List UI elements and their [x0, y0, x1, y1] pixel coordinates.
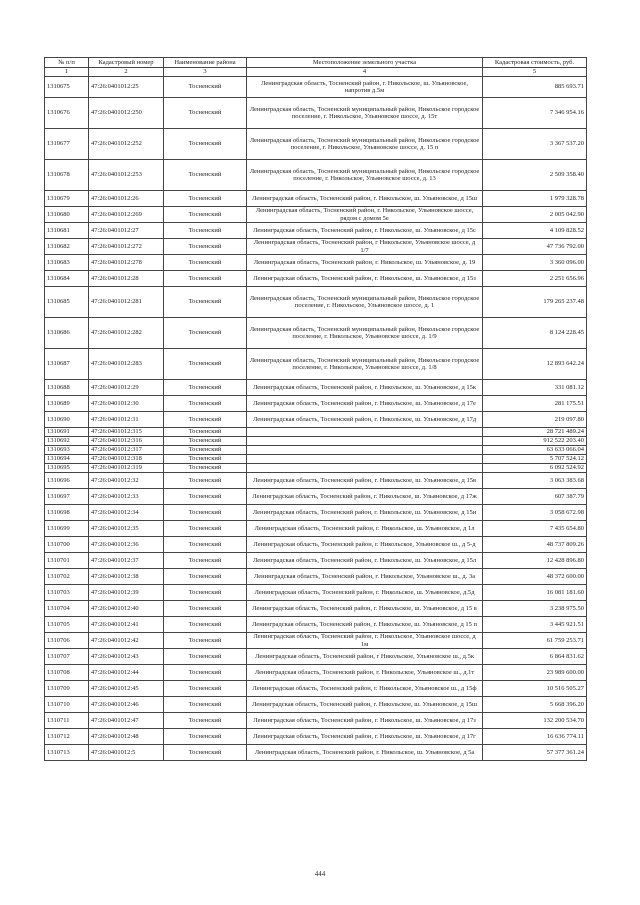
- table-row: [45, 489, 587, 505]
- district-cell: Тосненский: [164, 633, 247, 649]
- cadastral-value-cell: 2 251 656.96: [483, 271, 587, 287]
- cadastral-value-cell: 57 377 361.24: [483, 745, 587, 761]
- cadastral-number-cell: 47:26:0401012:44: [89, 665, 164, 681]
- district-cell: Тосненский: [164, 239, 247, 255]
- row-number-cell: 1310678: [45, 160, 89, 191]
- column-number: 2: [89, 68, 164, 77]
- table-row: [45, 537, 587, 553]
- district-cell: Тосненский: [164, 428, 247, 437]
- row-number-cell: 1310700: [45, 537, 89, 553]
- district-cell: Тосненский: [164, 601, 247, 617]
- cadastral-number-cell: 47:26:0401012:29: [89, 380, 164, 396]
- row-number-cell: 1310703: [45, 585, 89, 601]
- column-number: 4: [247, 68, 483, 77]
- row-number-cell: 1310681: [45, 223, 89, 239]
- cadastral-value-cell: 23 989 600.00: [483, 665, 587, 681]
- location-cell: Ленинградская область, Тосненский район, г. Никольское, Ульяновское ш., д.1т: [247, 665, 483, 681]
- cadastral-number-cell: 47:26:0401012:316: [89, 437, 164, 446]
- location-cell: Ленинградская область, Тосненский муниципальный район, Никольское городское поселение, г. Никольское, Ульяновское шоссе, д. 1: [247, 287, 483, 318]
- district-cell: Тосненский: [164, 446, 247, 455]
- row-number-cell: 1310710: [45, 697, 89, 713]
- header-row: [45, 58, 587, 68]
- table-row: [45, 77, 587, 98]
- row-number-cell: 1310704: [45, 601, 89, 617]
- district-cell: Тосненский: [164, 191, 247, 207]
- district-cell: Тосненский: [164, 129, 247, 160]
- table-row: [45, 318, 587, 349]
- row-number-cell: 1310711: [45, 713, 89, 729]
- location-cell: [247, 428, 483, 437]
- cadastral-number-cell: 47:26:0401012:283: [89, 349, 164, 380]
- row-number-cell: 1310682: [45, 239, 89, 255]
- table-row: [45, 521, 587, 537]
- column-number: 5: [483, 68, 587, 77]
- location-cell: Ленинградская область, Тосненский район, г. Никольское, ш. Ульяновское, д.5д: [247, 585, 483, 601]
- location-cell: Ленинградская область, Тосненский район, г. Никольское, ш. Ульяновское, д. 19: [247, 255, 483, 271]
- cadastral-number-cell: 47:26:0401012:45: [89, 681, 164, 697]
- cadastral-value-cell: 12 428 896.80: [483, 553, 587, 569]
- district-cell: Тосненский: [164, 77, 247, 98]
- table-row: [45, 428, 587, 437]
- location-cell: Ленинградская область, Тосненский район, г. Никольское, ш. Ульяновское, д 15и: [247, 505, 483, 521]
- row-number-cell: 1310685: [45, 287, 89, 318]
- table-body: [45, 77, 587, 761]
- column-number: 1: [45, 68, 89, 77]
- district-cell: Тосненский: [164, 160, 247, 191]
- cadastral-number-cell: 47:26:0401012:36: [89, 537, 164, 553]
- cadastral-value-cell: 912 522 203.40: [483, 437, 587, 446]
- district-cell: Тосненский: [164, 349, 247, 380]
- header-cadastral-number: Кадастровый номер: [89, 58, 164, 68]
- table-row: [45, 585, 587, 601]
- row-number-cell: 1310689: [45, 396, 89, 412]
- row-number-cell: 1310706: [45, 633, 89, 649]
- cadastral-value-cell: 4 109 828.52: [483, 223, 587, 239]
- cadastral-number-cell: 47:26:0401012:37: [89, 553, 164, 569]
- district-cell: Тосненский: [164, 697, 247, 713]
- cadastral-value-cell: 179 265 237.48: [483, 287, 587, 318]
- district-cell: Тосненский: [164, 455, 247, 464]
- cadastral-number-cell: 47:26:0401012:25: [89, 77, 164, 98]
- row-number-cell: 1310712: [45, 729, 89, 745]
- location-cell: [247, 437, 483, 446]
- cadastral-number-cell: 47:26:0401012:26: [89, 191, 164, 207]
- row-number-cell: 1310701: [45, 553, 89, 569]
- cadastral-value-cell: 61 759 253.71: [483, 633, 587, 649]
- table-row: [45, 455, 587, 464]
- cadastral-value-cell: 16 636 774.11: [483, 729, 587, 745]
- district-cell: Тосненский: [164, 713, 247, 729]
- location-cell: Ленинградская область, Тосненский район, г. Никольское, ш. Ульяновское, д 15 п: [247, 617, 483, 633]
- cadastral-value-cell: 2 005 042.90: [483, 207, 587, 223]
- cadastral-number-cell: 47:26:0401012:27: [89, 223, 164, 239]
- district-cell: Тосненский: [164, 537, 247, 553]
- cadastral-value-cell: 219 097.80: [483, 412, 587, 428]
- table-row: [45, 98, 587, 129]
- district-cell: Тосненский: [164, 505, 247, 521]
- location-cell: Ленинградская область, Тосненский район, г. Никольское, Ульяновское ш., д. 3а: [247, 569, 483, 585]
- cadastral-value-cell: 3 238 975.50: [483, 601, 587, 617]
- table-row: [45, 446, 587, 455]
- row-number-cell: 1310686: [45, 318, 89, 349]
- location-cell: Ленинградская область, Тосненский район, г Никольское, Ульяновское шоссе, д 1/7: [247, 239, 483, 255]
- cadastral-value-cell: 48 372 600.00: [483, 569, 587, 585]
- location-cell: Ленинградская область, Тосненский муниципальный район, Никольское городское поселение, г. Никольское, Ульяновское шоссе, д. 1/8: [247, 349, 483, 380]
- cadastral-value-cell: 8 124 228.45: [483, 318, 587, 349]
- location-cell: [247, 455, 483, 464]
- location-cell: [247, 446, 483, 455]
- cadastral-value-cell: 28 721 489.24: [483, 428, 587, 437]
- table-row: [45, 437, 587, 446]
- district-cell: Тосненский: [164, 396, 247, 412]
- location-cell: Ленинградская область, Тосненский район, г. Никольское, ш. Ульяновское, д 17ж: [247, 489, 483, 505]
- district-cell: Тосненский: [164, 380, 247, 396]
- cadastral-number-cell: 47:26:0401012:250: [89, 98, 164, 129]
- district-cell: Тосненский: [164, 255, 247, 271]
- row-number-cell: 1310696: [45, 473, 89, 489]
- district-cell: Тосненский: [164, 569, 247, 585]
- cadastral-value-table: [44, 57, 587, 761]
- cadastral-number-cell: 47:26:0401012:34: [89, 505, 164, 521]
- row-number-cell: 1310679: [45, 191, 89, 207]
- cadastral-value-cell: 281 175.51: [483, 396, 587, 412]
- cadastral-value-cell: 2 509 358.40: [483, 160, 587, 191]
- location-cell: Ленинградская область, Тосненский район, г. Никольское, Ульяновское ш., д 5-д: [247, 537, 483, 553]
- cadastral-value-cell: 1 979 328.78: [483, 191, 587, 207]
- header-number: № п/п: [45, 58, 89, 68]
- cadastral-value-cell: 7 435 654.80: [483, 521, 587, 537]
- header-district: Наименование района: [164, 58, 247, 68]
- cadastral-value-cell: 3 063 383.68: [483, 473, 587, 489]
- cadastral-value-cell: 48 737 809.26: [483, 537, 587, 553]
- row-number-cell: 1310677: [45, 129, 89, 160]
- location-cell: Ленинградская область, Тосненский район, г. Никольское, ш. Ульяновское, д 15ш: [247, 697, 483, 713]
- cadastral-value-cell: 7 346 954.16: [483, 98, 587, 129]
- table-row: [45, 553, 587, 569]
- location-cell: Ленинградская область, Тосненский район, г. Никольское, ш. Ульяновское, д 17з: [247, 713, 483, 729]
- cadastral-number-cell: 47:26:0401012:43: [89, 649, 164, 665]
- row-number-cell: 1310707: [45, 649, 89, 665]
- row-number-cell: 1310684: [45, 271, 89, 287]
- location-cell: Ленинградская область, Тосненский район, г Никольское, Ульяновское ш., д.5к: [247, 649, 483, 665]
- cadastral-value-cell: 5 668 396.20: [483, 697, 587, 713]
- table-row: [45, 255, 587, 271]
- district-cell: Тосненский: [164, 437, 247, 446]
- location-cell: Ленинградская область, Тосненский район, г. Никольское, ш. Ульяновское, д 17д: [247, 412, 483, 428]
- cadastral-value-cell: 3 367 537.20: [483, 129, 587, 160]
- table-row: [45, 633, 587, 649]
- cadastral-number-cell: 47:26:0401012:48: [89, 729, 164, 745]
- cadastral-number-cell: 47:26:0401012:278: [89, 255, 164, 271]
- row-number-cell: 1310713: [45, 745, 89, 761]
- column-number: 3: [164, 68, 247, 77]
- cadastral-number-cell: 47:26:0401012:39: [89, 585, 164, 601]
- district-cell: Тосненский: [164, 98, 247, 129]
- cadastral-value-cell: 16 081 181.60: [483, 585, 587, 601]
- cadastral-value-cell: 3 360 096.00: [483, 255, 587, 271]
- cadastral-value-cell: 132 200 534.70: [483, 713, 587, 729]
- cadastral-value-cell: 47 736 792.00: [483, 239, 587, 255]
- district-cell: Тосненский: [164, 649, 247, 665]
- cadastral-value-cell: 6 092 524.92: [483, 464, 587, 473]
- table-row: [45, 271, 587, 287]
- row-number-cell: 1310698: [45, 505, 89, 521]
- cadastral-value-cell: 5 707 524.12: [483, 455, 587, 464]
- table-row: [45, 569, 587, 585]
- cadastral-value-cell: 12 893 642.24: [483, 349, 587, 380]
- cadastral-number-cell: 47:26:0401012:269: [89, 207, 164, 223]
- cadastral-number-cell: 47:26:0401012:319: [89, 464, 164, 473]
- location-cell: Ленинградская область, Тосненский район, г. Никольское, ш. Ульяновское, напротив д.5м: [247, 77, 483, 98]
- cadastral-number-cell: 47:26:0401012:33: [89, 489, 164, 505]
- location-cell: Ленинградская область, Тосненский район, г. Никольское, ш. Ульяновское, д 1л: [247, 521, 483, 537]
- location-cell: Ленинградская область, Тосненский район, г. Никольское, ш. Ульяновское, д 5а: [247, 745, 483, 761]
- cadastral-number-cell: 47:26:0401012:35: [89, 521, 164, 537]
- table-row: [45, 239, 587, 255]
- row-number-cell: 1310675: [45, 77, 89, 98]
- location-cell: Ленинградская область, Тосненский район, г. Никольское, ш. Ульяновское, д 15в: [247, 473, 483, 489]
- table-row: [45, 412, 587, 428]
- cadastral-number-cell: 47:26:0401012:253: [89, 160, 164, 191]
- location-cell: Ленинградская область, Тосненский район, г. Никольское, ш. Ульяновское, д 17е: [247, 396, 483, 412]
- table-row: [45, 464, 587, 473]
- row-number-cell: 1310695: [45, 464, 89, 473]
- row-number-cell: 1310691: [45, 428, 89, 437]
- district-cell: Тосненский: [164, 585, 247, 601]
- district-cell: Тосненский: [164, 745, 247, 761]
- cadastral-number-cell: 47:26:0401012:32: [89, 473, 164, 489]
- cadastral-number-cell: 47:26:0401012:272: [89, 239, 164, 255]
- district-cell: Тосненский: [164, 681, 247, 697]
- district-cell: Тосненский: [164, 553, 247, 569]
- location-cell: Ленинградская область, Тосненский муниципальный район, Никольское городское поселение, г. Никольское, Ульяновское шоссе, д. 15 п: [247, 129, 483, 160]
- row-number-cell: 1310676: [45, 98, 89, 129]
- table-row: [45, 287, 587, 318]
- cadastral-value-cell: 3 445 921.51: [483, 617, 587, 633]
- cadastral-value-cell: 331 081.12: [483, 380, 587, 396]
- row-number-cell: 1310690: [45, 412, 89, 428]
- table-row: [45, 349, 587, 380]
- district-cell: Тосненский: [164, 521, 247, 537]
- cadastral-value-cell: 885 693.71: [483, 77, 587, 98]
- row-number-cell: 1310687: [45, 349, 89, 380]
- location-cell: Ленинградская область, Тосненский район, г. Никольское, Ульяновское шоссе, рядом с домом 5е: [247, 207, 483, 223]
- cadastral-number-cell: 47:26:0401012:318: [89, 455, 164, 464]
- location-cell: Ленинградская область, Тосненский муниципальный район, Никольское городское поселение, г. Никольское, Ульяновское шоссе, д. 1/9: [247, 318, 483, 349]
- table-row: [45, 160, 587, 191]
- row-number-cell: 1310708: [45, 665, 89, 681]
- cadastral-number-cell: 47:26:0401012:42: [89, 633, 164, 649]
- location-cell: Ленинградская область, Тосненский район, г. Никольское, Ульяновское шоссе, д 1м: [247, 633, 483, 649]
- cadastral-value-cell: 10 516 505.27: [483, 681, 587, 697]
- cadastral-value-cell: 3 058 672.98: [483, 505, 587, 521]
- row-number-cell: 1310702: [45, 569, 89, 585]
- district-cell: Тосненский: [164, 617, 247, 633]
- location-cell: Ленинградская область, Тосненский район, г. Никольское, ш. Ульяновское, д 15л: [247, 553, 483, 569]
- location-cell: Ленинградская область, Тосненский район, г. Никольское, ш. Ульяновское, д 15ш: [247, 191, 483, 207]
- row-number-cell: 1310680: [45, 207, 89, 223]
- table-row: [45, 681, 587, 697]
- district-cell: Тосненский: [164, 223, 247, 239]
- location-cell: Ленинградская область, Тосненский район, г. Никольское, ш. Ульяновское, д 15з: [247, 271, 483, 287]
- table-row: [45, 745, 587, 761]
- cadastral-number-cell: 47:26:0401012:281: [89, 287, 164, 318]
- row-number-cell: 1310699: [45, 521, 89, 537]
- cadastral-number-cell: 47:26:0401012:315: [89, 428, 164, 437]
- cadastral-number-cell: 47:26:0401012:317: [89, 446, 164, 455]
- row-number-cell: 1310697: [45, 489, 89, 505]
- cadastral-number-cell: 47:26:0401012:30: [89, 396, 164, 412]
- district-cell: Тосненский: [164, 318, 247, 349]
- table-row: [45, 473, 587, 489]
- district-cell: Тосненский: [164, 287, 247, 318]
- cadastral-number-cell: 47:26:0401012:282: [89, 318, 164, 349]
- row-number-cell: 1310693: [45, 446, 89, 455]
- table-row: [45, 601, 587, 617]
- header-location: Местоположение земельного участка: [247, 58, 483, 68]
- location-cell: Ленинградская область, Тосненский район, г. Никольское, ш. Ульяновское, д 17г: [247, 729, 483, 745]
- district-cell: Тосненский: [164, 473, 247, 489]
- row-number-cell: 1310692: [45, 437, 89, 446]
- district-cell: Тосненский: [164, 412, 247, 428]
- table-row: [45, 617, 587, 633]
- cadastral-number-cell: 47:26:0401012:47: [89, 713, 164, 729]
- row-number-cell: 1310683: [45, 255, 89, 271]
- column-numbering-row: [45, 68, 587, 77]
- location-cell: Ленинградская область, Тосненский район, г. Никольское, ш. Ульяновское, д 15с: [247, 223, 483, 239]
- cadastral-value-cell: 6 864 831.62: [483, 649, 587, 665]
- district-cell: Тосненский: [164, 207, 247, 223]
- header-cadastral-value: Кадастровая стоимость, руб.: [483, 58, 587, 68]
- cadastral-number-cell: 47:26:0401012:46: [89, 697, 164, 713]
- location-cell: Ленинградская область, Тосненский район, г. Никольское, ш. Ульяновское, д 15 в: [247, 601, 483, 617]
- cadastral-value-cell: 607 387.79: [483, 489, 587, 505]
- cadastral-number-cell: 47:26:0401012:40: [89, 601, 164, 617]
- district-cell: Тосненский: [164, 665, 247, 681]
- cadastral-value-cell: 63 633 066.04: [483, 446, 587, 455]
- location-cell: Ленинградская область, Тосненский район, г. Никольское, Ульяновское ш., д 15ф: [247, 681, 483, 697]
- row-number-cell: 1310705: [45, 617, 89, 633]
- district-cell: Тосненский: [164, 729, 247, 745]
- row-number-cell: 1310688: [45, 380, 89, 396]
- cadastral-number-cell: 47:26:0401012:5: [89, 745, 164, 761]
- table-row: [45, 207, 587, 223]
- table-row: [45, 649, 587, 665]
- table-row: [45, 396, 587, 412]
- table-row: [45, 505, 587, 521]
- table-row: [45, 697, 587, 713]
- table-row: [45, 729, 587, 745]
- district-cell: Тосненский: [164, 271, 247, 287]
- location-cell: Ленинградская область, Тосненский муниципальный район, Никольское городское поселение, г. Никольское, Ульяновское шоссе, д. 13: [247, 160, 483, 191]
- table-row: [45, 665, 587, 681]
- table-row: [45, 191, 587, 207]
- cadastral-number-cell: 47:26:0401012:252: [89, 129, 164, 160]
- district-cell: Тосненский: [164, 464, 247, 473]
- cadastral-number-cell: 47:26:0401012:38: [89, 569, 164, 585]
- table-row: [45, 380, 587, 396]
- cadastral-number-cell: 47:26:0401012:28: [89, 271, 164, 287]
- row-number-cell: 1310709: [45, 681, 89, 697]
- page-number: 444: [314, 870, 326, 878]
- row-number-cell: 1310694: [45, 455, 89, 464]
- table-row: [45, 223, 587, 239]
- cadastral-number-cell: 47:26:0401012:41: [89, 617, 164, 633]
- district-cell: Тосненский: [164, 489, 247, 505]
- location-cell: Ленинградская область, Тосненский муниципальный район, Никольское городское поселение, г. Никольское, Ульяновское шоссе, д. 15т: [247, 98, 483, 129]
- table-row: [45, 129, 587, 160]
- table-row: [45, 713, 587, 729]
- cadastral-number-cell: 47:26:0401012:31: [89, 412, 164, 428]
- location-cell: Ленинградская область, Тосненский район, г. Никольское, ш. Ульяновское, д 15к: [247, 380, 483, 396]
- location-cell: [247, 464, 483, 473]
